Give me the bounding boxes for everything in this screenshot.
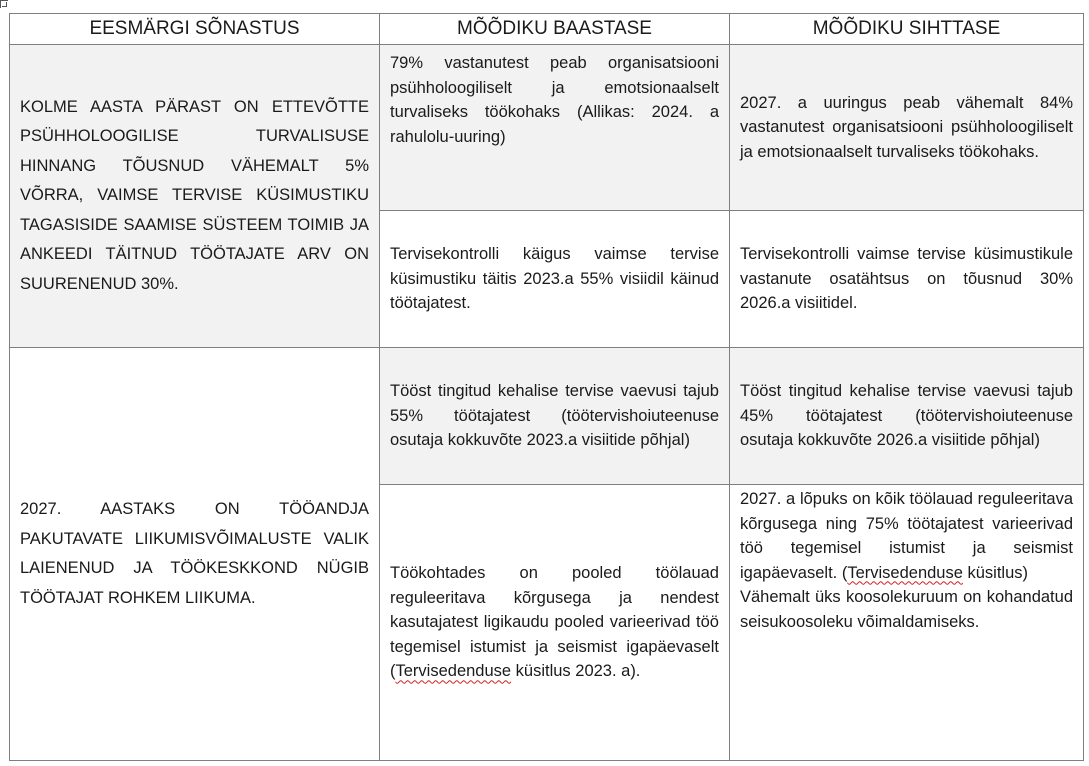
goal-text: KOLME AASTA PÄRAST ON ETTEVÕTTE PSÜHHOLOOGILISE TURVALISUSE HINNANG TÕUSNUD VÄHEMALT 5% VÕRRA, VAIMSE TERVISE KÜSIMUSTIKU TAGASISIDE SAAMISE SÜSTEEM TOIMIB JA ANKEEDI TÄITNUD TÖÖTAJATE ARV ON SUURENENUD 30%. [20,97,369,293]
baseline-cell [380,485,730,761]
baseline-text: Tervisekontrolli käigus vaimse tervise küsimustiku täitis 2023.a 55% visiidil käinud töötajatest. [390,245,719,313]
header-row [10,14,1084,45]
target-main-text: 2027. a lõpuks on kõik töölauad reguleeritava kõrgusega ning 75% töötajatest varieerivad töö tegemisel istumist ja seismist igapäevaselt. ( [740,490,1073,582]
baseline-cell [380,45,730,211]
goals-table [9,13,1084,761]
header-baseline: MÕÕDIKU BAASTASE [380,14,730,45]
target-cell [730,211,1084,348]
target-text [740,487,1073,585]
goal-text: 2027. AASTAKS ON TÖÖANDJA PAKUTAVATE LIIKUMISVÕIMALUSTE VALIK LAIENENUD JA TÖÖKESKKOND NÜGIB TÖÖTAJAT ROHKEM LIIKUMA. [20,500,369,607]
target-extra-text: Vähemalt üks koosolekuruum on kohandatud seisukoosoleku võimaldamiseks. [740,588,1073,631]
baseline-text: 79% vastanutest peab organisatsiooni psühholoogiliselt ja emotsionaalselt turvaliseks töökohaks (Allikas: 2024. a rahulolu-uuring) [390,54,719,146]
baseline-tail-text: küsitlus 2023. a). [511,662,641,681]
baseline-text: Tööst tingitud kehalise tervise vaevusi tajub 55% töötajatest (töötervishoiuteenuse osutaja kokkuvõte 2023.a visiitide põhjal) [390,382,719,450]
table-move-handle-icon[interactable] [0,0,8,8]
baseline-main-text: Töökohtades on pooled töölauad reguleeritava kõrgusega ja nendest kasutajatest ligikaudu pooled varieerivad töö tegemisel istumist ja seismist igapäevaselt ( [390,564,719,681]
goal-cell [10,348,380,761]
target-source-text: Tervisedenduse [847,563,963,582]
target-cell [730,485,1084,761]
target-text: Tööst tingitud kehalise tervise vaevusi tajub 45% töötajatest (töötervishoiuteenuse osutaja kokkuvõte 2026.a visiitide põhjal) [740,382,1073,450]
target-text: Tervisekontrolli vaimse tervise küsimustikule vastanute osatähtsus on tõusnud 30% 2026.a visiitidel. [740,245,1073,313]
header-goal: EESMÄRGI SÕNASTUS [10,14,380,45]
table-row [10,348,1084,485]
target-text: 2027. a uuringus peab vähemalt 84% vastanutest organisatsiooni psühholoogiliselt ja emotsionaalselt turvaliseks töökohaks. [740,93,1073,161]
baseline-cell [380,348,730,485]
baseline-source-text: Tervisedenduse [395,662,512,681]
goal-cell [10,45,380,348]
target-cell [730,348,1084,485]
table-row [10,45,1084,211]
baseline-cell [380,211,730,348]
baseline-text [390,561,719,684]
target-tail-text: küsitlus) [962,563,1029,582]
target-cell [730,45,1084,211]
header-target: MÕÕDIKU SIHTTASE [730,14,1084,45]
